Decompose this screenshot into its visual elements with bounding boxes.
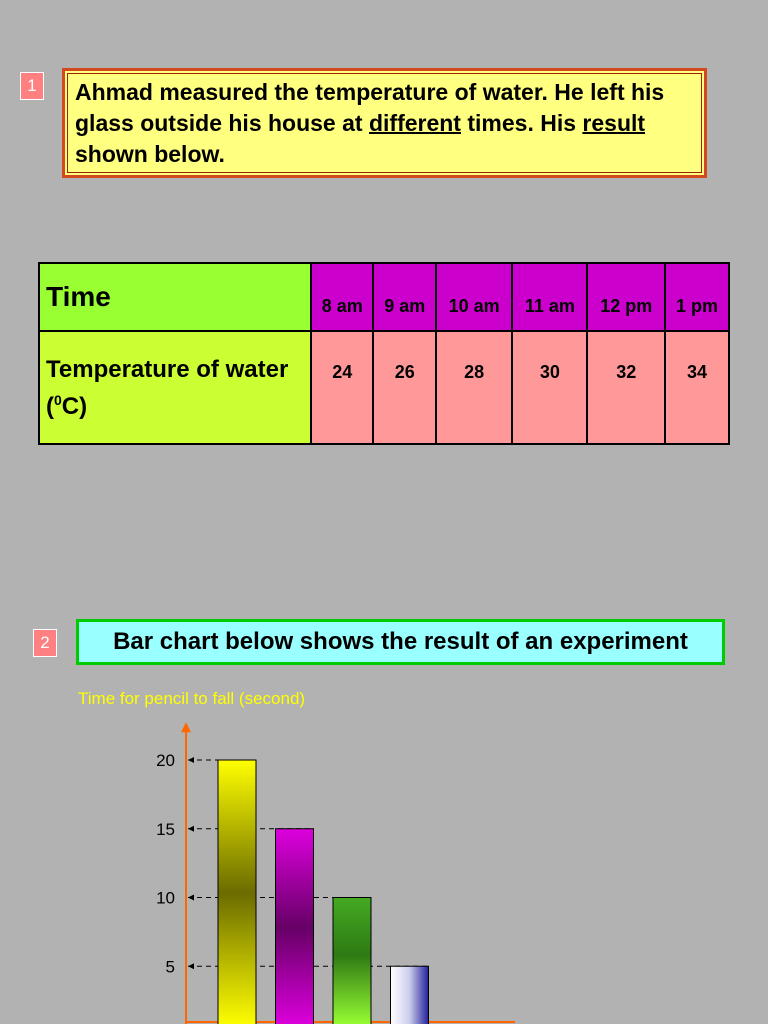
- temperature-cell: 26: [373, 331, 435, 444]
- y-tick-label: 15: [156, 819, 175, 839]
- question-number-2: 2: [33, 629, 57, 657]
- q1-underlined-different: different: [368, 110, 461, 136]
- time-cell: 1 pm: [665, 263, 729, 331]
- time-cell: 10 am: [436, 263, 512, 331]
- y-tick-label: 20: [156, 751, 175, 770]
- bar: [218, 760, 256, 1024]
- temperature-cell: 32: [587, 331, 665, 444]
- bar: [333, 898, 371, 1024]
- time-header: Time: [39, 263, 311, 331]
- time-cell: 12 pm: [587, 263, 665, 331]
- temperature-header-text: Temperature of water (: [46, 356, 289, 421]
- q1-underlined-result: result: [582, 110, 646, 136]
- time-cell: 8 am: [311, 263, 373, 331]
- temperature-cell: 34: [665, 331, 729, 444]
- y-tick-arrow: [188, 963, 194, 969]
- chart-y-axis-label: Time for pencil to fall (second): [78, 689, 306, 708]
- question-2-title-box: Bar chart below shows the result of an experiment: [76, 619, 725, 665]
- y-tick-arrow: [188, 826, 194, 832]
- question-number-1: 1: [20, 72, 44, 100]
- y-tick-label: 5: [165, 957, 175, 977]
- temperature-cell: 28: [436, 331, 512, 444]
- q1-text-part: shown below.: [75, 141, 225, 167]
- bar: [391, 966, 429, 1024]
- temperature-unit: C): [61, 393, 88, 421]
- temperature-cell: 30: [512, 331, 587, 444]
- y-tick-arrow: [188, 757, 194, 763]
- q1-text-part: Ahmad measured the temperature of water. He left his glass outside his house at: [75, 79, 665, 136]
- y-tick-arrow: [188, 895, 194, 901]
- chart-bars: [218, 760, 429, 1024]
- temperature-cell: 24: [311, 331, 373, 444]
- y-tick-label: 10: [156, 888, 175, 908]
- time-cell: 9 am: [373, 263, 435, 331]
- time-cell: 11 am: [512, 263, 587, 331]
- bar: [276, 829, 314, 1024]
- y-axis-arrow: [181, 722, 191, 732]
- q1-text-part: times. His: [460, 110, 583, 136]
- degree-superscript: 0: [54, 392, 62, 409]
